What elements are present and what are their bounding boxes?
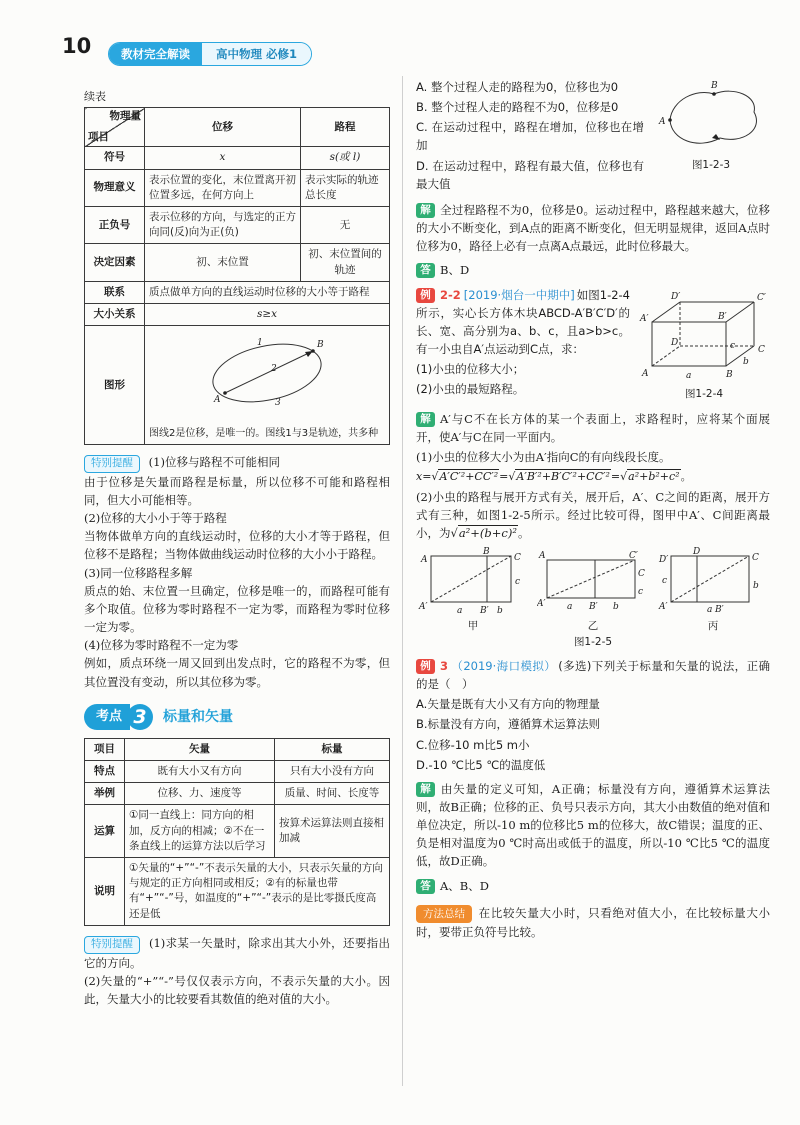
table-cell: 只有大小没有方向: [275, 760, 390, 782]
example-badge: 例: [416, 659, 435, 674]
reminder-text: 由于位移是矢量而路程是标量，所以位移不可能和路程相同，但大小可能相等。: [84, 474, 390, 507]
fig-label: A: [214, 395, 221, 406]
figure-1-2-5-row: [416, 546, 770, 632]
fig-label: D′: [659, 555, 669, 566]
right-column: [416, 76, 770, 942]
option-a: A. 整个过程人走的路程为0，位移也为0: [416, 80, 619, 94]
fig-label: c: [730, 340, 736, 351]
option-c: C. 在运动过程中，路程在增加，位移也在增加: [416, 120, 644, 153]
fig-label: B′: [589, 602, 598, 613]
book-title: 教材完全解读: [109, 43, 202, 65]
page-header: [108, 42, 312, 66]
fig-label: C: [758, 344, 765, 355]
answer-text: B、D: [440, 263, 470, 278]
fig-label: A′: [537, 599, 546, 610]
example-badge: 例: [416, 288, 435, 303]
summary-text: 在比较矢量大小时，只看绝对值大小，在比较标量大小时，要带正负符号比较。: [416, 905, 770, 940]
table-cell: 表示位移的方向，与选定的正方向同(反)向为正(负): [145, 207, 301, 244]
radicand-min: a²+(b+c)²: [458, 526, 517, 540]
row-label: 特点: [85, 760, 125, 782]
solution-text: A′与C不在长方体的某一个表面上，求路程时，应将某个面展开，使A′与C在同一平面内。: [416, 411, 770, 444]
fig-label: A: [659, 117, 666, 127]
fig-label: a: [686, 370, 692, 381]
radical-sign: √: [431, 470, 439, 484]
table-cell: 无: [301, 207, 390, 244]
column-header-path: 路程: [301, 108, 390, 147]
fig-label: B: [483, 547, 490, 558]
fig-label: B: [711, 81, 718, 91]
table-cell: s(或 l): [301, 147, 390, 169]
q1-solution: [416, 201, 770, 255]
row-label: 运算: [85, 805, 125, 858]
question-1-options: [416, 76, 770, 195]
column-header: 项目: [85, 738, 125, 760]
row-label: 大小关系: [85, 304, 145, 326]
table-cell: 表示实际的轨迹总长度: [301, 169, 390, 206]
fig-label: C′: [757, 292, 766, 303]
radical-sign: √: [450, 526, 458, 540]
solution-text: (2)小虫的路程与展开方式有关，展开后，A′、C之间的距离，展开方式有三种，如图1-2-5所示。经过比较可得，图甲中A′、C间距离最小，为: [416, 489, 770, 540]
fig-label: C′: [629, 551, 638, 562]
reminder-text: (4)位移为零时路程不一定为零: [84, 638, 239, 653]
example-number: 2-2: [440, 287, 461, 302]
fig-label: C: [514, 553, 521, 564]
reminder-label: 特别提醒: [84, 936, 140, 954]
figure-1-2-5-caption: 图1-2-5: [573, 636, 613, 649]
fig-label: B′: [715, 605, 724, 616]
fig-label: C: [638, 569, 645, 580]
fig-label: c: [662, 576, 668, 587]
fig-label: B′: [718, 311, 727, 322]
column-divider: [402, 76, 403, 1086]
graph-caption: 图线2是位移，是唯一的。图线1与3是轨迹，共多种: [149, 427, 379, 439]
option-c: C.位移-10 m比5 m小: [416, 737, 530, 752]
fig-label: A: [642, 368, 649, 379]
row-label: 举例: [85, 783, 125, 805]
fig-label: D: [671, 337, 679, 348]
fig-label: A: [421, 555, 428, 566]
topic-title: 标量和矢量: [163, 708, 234, 725]
closed-loop-figure: [652, 78, 770, 154]
figure-caption: 图1-2-3: [691, 158, 731, 171]
fig-label: A′: [659, 602, 668, 613]
fig-label: B′: [480, 606, 489, 617]
table-cell: 质点做单方向的直线运动时位移的大小等于路程: [145, 281, 390, 303]
fig-label: A′: [640, 313, 649, 324]
column-header: 矢量: [125, 738, 275, 760]
unfold-bing-figure: [657, 546, 769, 616]
answer-badge: 答: [416, 263, 435, 278]
fig-label: c: [638, 587, 644, 598]
unfold-diagram-jia: [416, 546, 530, 632]
diagram-caption: 甲: [467, 619, 479, 632]
equals-sign: =: [610, 470, 621, 484]
left-column: [84, 88, 390, 1008]
example-3: [416, 657, 770, 774]
fig-label: 3: [275, 398, 281, 409]
answer-badge: 答: [416, 879, 435, 894]
row-label: 说明: [85, 858, 125, 926]
ex3-solution: [416, 780, 770, 871]
radicand-1: A′C′²+CC′²: [439, 470, 499, 484]
displacement-ellipse-figure: [187, 329, 347, 419]
solution-text: 全过程路程不为0，位移是0。运动过程中，路程越来越大，位移的大小不断变化，到A点的距离不断变化，但无明显规律，返回A点时位移为0，路径上必有一点离A点最远，此时位移最大。: [416, 202, 770, 254]
reminder-text: 例如，质点环绕一周又回到出发点时，它的路程不为零，但其位置没有变动，所以其位移为零。: [84, 656, 390, 689]
solution-text: (1)小虫的位移大小为由A′指向C的有向线段长度。: [416, 450, 671, 465]
figure-1-2-3: [652, 78, 770, 172]
reminder-text: 质点的始、末位置一旦确定，位移是唯一的，而路程可能有多个取值。位移为零时路程不一定为零，而路程为零时位移一定为零。: [84, 583, 390, 635]
topic-tag: 考点: [84, 704, 130, 730]
radicand-3: a²+b²+c²: [628, 470, 680, 484]
column-header: 标量: [275, 738, 390, 760]
fig-label: D: [693, 547, 701, 558]
solution-badge: 解: [416, 412, 435, 427]
row-label: 符号: [85, 147, 145, 169]
fig-label: b: [613, 602, 619, 613]
table-continued-label: 续表: [84, 90, 106, 103]
fig-label: 1: [257, 338, 263, 349]
diagram-caption: 丙: [707, 619, 719, 632]
table-cell: ①同一直线上：同方向的相加，反方向的相减；②不在一条直线上的运算方法以后学习: [125, 805, 275, 858]
unfold-jia-figure: [417, 546, 529, 616]
reminder-label: 特别提醒: [84, 455, 140, 473]
fig-label: a: [567, 602, 573, 613]
page-number: 10: [62, 34, 92, 58]
fig-label: a: [457, 606, 463, 617]
fig-label: 2: [271, 364, 277, 375]
reminder-text: 当物体做单方向的直线运动时，位移的大小才等于路程，但位移不是路程；当物体做曲线运动时位移的大小小于路程。: [84, 529, 390, 562]
example-source: （2019·海口模拟）: [451, 658, 557, 673]
example-number: 3: [440, 658, 449, 673]
table-cell: 质量、时间、长度等: [275, 783, 390, 805]
q1-answer: [416, 261, 770, 279]
figure-1-2-4: [638, 288, 770, 402]
example-source: [2019·烟台一中期中]: [463, 287, 575, 302]
ex3-answer: [416, 877, 770, 895]
reminder-text: (3)同一位移路程多解: [84, 565, 193, 580]
diagram-caption: 乙: [587, 619, 599, 632]
table-corner-cell: [85, 108, 145, 147]
fig-label: C: [752, 553, 759, 564]
fig-label: a: [707, 605, 713, 616]
example-subitem-2: (2)小虫的最短路程。: [416, 382, 525, 397]
book-subject: 高中物理 必修1: [202, 43, 311, 65]
displacement-formula: [416, 468, 770, 485]
fig-label: B: [726, 369, 733, 380]
unfold-diagram-bing: [656, 546, 770, 632]
fig-label: A: [539, 551, 546, 562]
ex22-solution: [416, 410, 770, 542]
vector-scalar-table: [84, 738, 390, 926]
solution-text: [416, 488, 770, 542]
solution-badge: 解: [416, 203, 435, 218]
formula-lead: x=: [416, 470, 432, 484]
option-a: A.矢量是既有大小又有方向的物理量: [416, 697, 600, 712]
radical-sign: √: [508, 470, 516, 484]
fig-label: c: [515, 577, 521, 588]
cuboid-figure: [638, 288, 770, 384]
table-cell: 初、末位置间的轨迹: [301, 244, 390, 281]
table-cell: s≥x: [145, 304, 390, 326]
table-cell: 按算术运算法则直接相加减: [275, 805, 390, 858]
reminder-text: (1)位移与路程不可能相同: [148, 455, 280, 470]
corner-bottom-label: 项目: [88, 131, 109, 144]
figure-caption: 图1-2-4: [684, 388, 724, 401]
row-label: 物理意义: [85, 169, 145, 206]
reminder-text: (2)矢量的“+”“-”号仅仅表示方向，不表示矢量的大小。因此，矢量大小的比较要看其数值的绝对值的大小。: [84, 973, 390, 1006]
table-cell: ①矢量的“+”“-”不表示矢量的大小，只表示矢量的方向与规定的正方向相同或相反；②有的标量也带有“+”“-”号，如温度的“+”“-”表示的是比零摄氏度高还是低: [125, 858, 390, 926]
unfold-diagram-yi: [536, 546, 650, 632]
fig-label: B: [317, 340, 324, 351]
option-b: B. 整个过程人走的路程不为0，位移是0: [416, 100, 619, 115]
option-b: B.标量没有方向，遵循算术运算法则: [416, 717, 601, 732]
example-2-2: [416, 286, 770, 404]
reminder-text: (1)求某一矢量时，除求出其大小外，还要指出它的方向。: [84, 935, 390, 970]
special-reminder-1: [84, 453, 390, 691]
fig-label: D′: [671, 291, 681, 302]
answer-text: A、B、D: [440, 878, 489, 893]
summary-label: 方法总结: [416, 905, 472, 924]
solution-text: 由矢量的定义可知，A正确；标量没有方向，遵循算术运算法则，故B正确；位移的正、负号只表示方向，其大小由数值的绝对值和单位决定，所以-10 m的位移比5 m的位移大，故C错误；温度的正、负是相对温度为0 ℃时高出或低于的温度，所以-10 ℃比5 ℃的温度低，故D正确。: [416, 781, 770, 869]
fig-label: b: [743, 356, 749, 367]
column-header-displacement: 位移: [145, 108, 301, 147]
row-label: 决定因素: [85, 244, 145, 281]
solution-badge: 解: [416, 782, 435, 797]
topic-3-header: [84, 704, 390, 730]
equals-sign: =: [499, 470, 509, 484]
table-cell: x: [145, 147, 301, 169]
displacement-vs-path-table: [84, 107, 390, 445]
reminder-text: (2)位移的大小小于等于路程: [84, 511, 227, 526]
option-d: D.-10 ℃比5 ℃的温度低: [416, 757, 546, 772]
option-d: D. 在运动过程中，路程有最大值，位移也有最大值: [416, 158, 644, 191]
radicand-2: A′B′²+B′C′²+CC′²: [516, 470, 610, 484]
fig-label: A′: [419, 602, 428, 613]
row-label: 图形: [85, 326, 145, 445]
table-cell: 既有大小又有方向: [125, 760, 275, 782]
table-cell: 表示位置的变化，末位置离开初位置多远，在何方向上: [145, 169, 301, 206]
topic-number: 3: [127, 704, 153, 730]
fig-label: b: [497, 606, 503, 617]
example-text: (多选)下列关于标量和矢量的说法，正确的是（ ）: [416, 658, 770, 692]
row-label: 联系: [85, 281, 145, 303]
formula-end: 。: [680, 470, 692, 484]
corner-top-label: 物理量: [109, 110, 141, 123]
special-reminder-2: [84, 934, 390, 1008]
solution-text: 。: [517, 526, 530, 540]
method-summary: [416, 904, 770, 942]
row-label: 正负号: [85, 207, 145, 244]
radical-sign: √: [620, 470, 628, 484]
table-cell: 位移、力、速度等: [125, 783, 275, 805]
graph-cell: [145, 326, 390, 445]
fig-label: b: [753, 581, 759, 592]
example-subitem-1: (1)小虫的位移大小；: [416, 362, 525, 377]
example-text: 如图1-2-4所示，实心长方体木块ABCD-A′B′C′D′的长、宽、高分别为a、b、c，且a>b>c。有一小虫自A′点运动到C点，求：: [416, 287, 631, 357]
table-cell: 初、末位置: [145, 244, 301, 281]
unfold-yi-figure: [537, 546, 649, 616]
